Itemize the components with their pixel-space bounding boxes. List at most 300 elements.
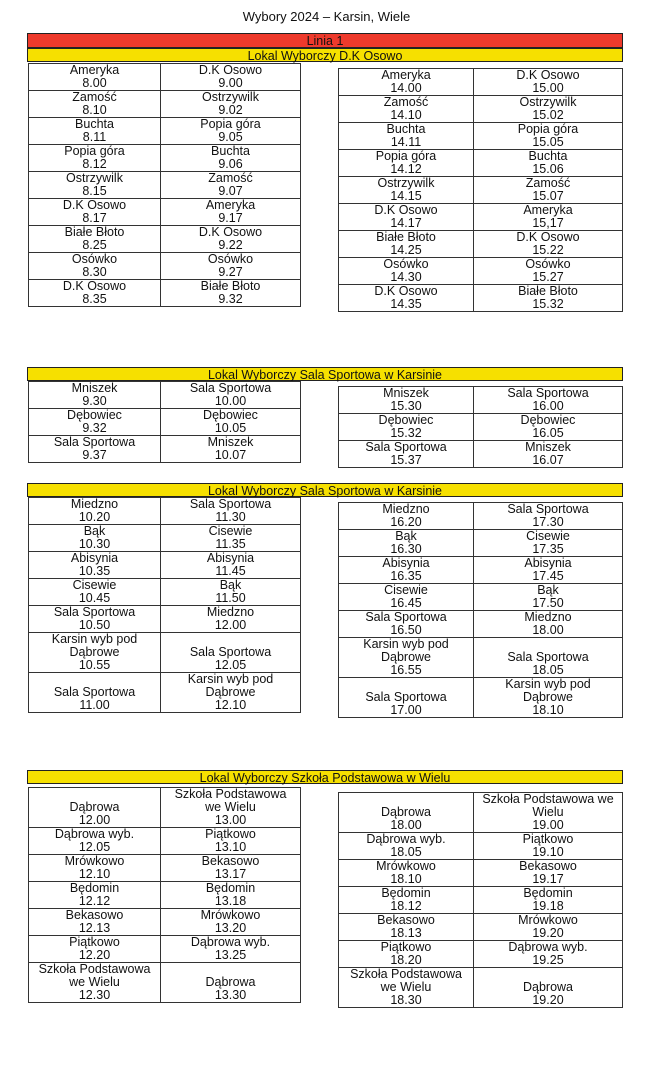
table-row	[29, 91, 301, 105]
table-row	[29, 659, 301, 673]
table-row	[339, 704, 623, 718]
return-cell: 13.18	[161, 895, 301, 909]
table-row	[29, 646, 301, 659]
return-cell: D.K Osowo	[474, 69, 623, 83]
departure-cell: 18.30	[339, 994, 474, 1008]
table-row	[339, 190, 623, 204]
return-cell: 19.20	[474, 994, 623, 1008]
departure-cell: Abisynia	[339, 557, 474, 571]
departure-cell: 14.10	[339, 109, 474, 123]
schedule-sala2-afternoon	[338, 502, 623, 718]
departure-cell: 10.30	[29, 538, 161, 552]
departure-cell: 15.32	[339, 427, 474, 441]
table-row	[29, 118, 301, 132]
return-cell: 13.10	[161, 841, 301, 855]
departure-cell: 16.50	[339, 624, 474, 638]
table-row	[339, 941, 623, 955]
return-cell: Abisynia	[161, 552, 301, 566]
table-row	[339, 109, 623, 123]
table-row	[29, 606, 301, 620]
return-cell	[474, 968, 623, 982]
departure-cell: 12.12	[29, 895, 161, 909]
return-cell: 17.50	[474, 597, 623, 611]
return-cell: 13.25	[161, 949, 301, 963]
return-cell: Dąbrowa wyb.	[161, 936, 301, 950]
departure-cell: Będomin	[29, 882, 161, 896]
departure-cell: 10.55	[29, 659, 161, 673]
table-row	[339, 611, 623, 625]
table-row	[29, 552, 301, 566]
departure-cell: 14.30	[339, 271, 474, 285]
table-row	[339, 271, 623, 285]
return-cell: Dąbrowa wyb.	[474, 941, 623, 955]
return-cell: 18.10	[474, 704, 623, 718]
return-cell: Bekasowo	[161, 855, 301, 869]
table-row	[339, 123, 623, 137]
table-row	[29, 409, 301, 423]
departure-cell: 14.11	[339, 136, 474, 150]
table-row	[339, 204, 623, 218]
departure-cell: 10.35	[29, 565, 161, 579]
return-cell: Abisynia	[474, 557, 623, 571]
return-cell: 13.30	[161, 989, 301, 1003]
return-cell: 15.32	[474, 298, 623, 312]
return-cell: 9.17	[161, 212, 301, 226]
departure-cell: 10.20	[29, 511, 161, 525]
departure-cell: Piątkowo	[339, 941, 474, 955]
return-cell: D.K Osowo	[161, 226, 301, 240]
departure-cell: 18.10	[339, 873, 474, 887]
departure-cell: Mrówkowo	[339, 860, 474, 874]
return-cell: 19.20	[474, 927, 623, 941]
return-cell: 16.07	[474, 454, 623, 468]
table-row	[29, 909, 301, 923]
return-cell: Sala Sportowa	[474, 651, 623, 664]
departure-cell: 16.20	[339, 516, 474, 530]
table-row	[339, 530, 623, 544]
table-row	[29, 199, 301, 213]
return-cell: 15,17	[474, 217, 623, 231]
table-row	[29, 239, 301, 253]
table-row	[29, 633, 301, 647]
departure-cell: Popia góra	[339, 150, 474, 164]
table-row	[29, 538, 301, 552]
departure-cell: Karsin wyb pod	[29, 633, 161, 647]
departure-cell: 16.55	[339, 664, 474, 678]
table-row	[339, 887, 623, 901]
table-row	[339, 927, 623, 941]
departure-cell: Sala Sportowa	[339, 611, 474, 625]
return-cell: Dębowiec	[474, 414, 623, 428]
table-row	[339, 833, 623, 847]
return-cell: Mrówkowo	[474, 914, 623, 928]
table-row	[29, 382, 301, 396]
departure-cell: Białe Błoto	[29, 226, 161, 240]
return-cell: 9.22	[161, 239, 301, 253]
return-cell: Buchta	[474, 150, 623, 164]
return-cell: 9.05	[161, 131, 301, 145]
departure-cell: 8.25	[29, 239, 161, 253]
return-cell: 15.22	[474, 244, 623, 258]
return-cell: Piątkowo	[474, 833, 623, 847]
departure-cell: 14.25	[339, 244, 474, 258]
return-cell: 19.18	[474, 900, 623, 914]
table-row	[339, 914, 623, 928]
departure-cell: Ameryka	[29, 64, 161, 78]
return-cell: 11.45	[161, 565, 301, 579]
departure-cell: 15.37	[339, 454, 474, 468]
departure-cell: 14.00	[339, 82, 474, 96]
table-row	[339, 678, 623, 692]
departure-cell: 8.35	[29, 293, 161, 307]
departure-cell: 16.45	[339, 597, 474, 611]
return-cell: 19.17	[474, 873, 623, 887]
table-row	[339, 806, 623, 819]
table-row	[339, 664, 623, 678]
departure-cell: Ostrzywilk	[339, 177, 474, 191]
table-row	[339, 570, 623, 584]
page-title: Wybory 2024 – Karsin, Wiele	[242, 9, 411, 24]
departure-cell: Osówko	[339, 258, 474, 272]
departure-cell: Buchta	[29, 118, 161, 132]
departure-cell: 18.12	[339, 900, 474, 914]
departure-cell: Miedzno	[339, 503, 474, 517]
departure-cell: Bąk	[339, 530, 474, 544]
table-row	[29, 422, 301, 436]
return-cell: D.K Osowo	[161, 64, 301, 78]
table-row	[29, 868, 301, 882]
return-cell: Zamość	[474, 177, 623, 191]
table-row	[339, 163, 623, 177]
return-cell: Ameryka	[474, 204, 623, 218]
departure-cell: 12.20	[29, 949, 161, 963]
departure-cell: 18.20	[339, 954, 474, 968]
departure-cell: 14.15	[339, 190, 474, 204]
departure-cell: 16.35	[339, 570, 474, 584]
table-row	[339, 900, 623, 914]
table-row	[29, 989, 301, 1003]
departure-cell: 8.00	[29, 77, 161, 91]
departure-cell: 12.13	[29, 922, 161, 936]
return-cell: Zamość	[161, 172, 301, 186]
departure-cell: Szkoła Podstawowa	[339, 968, 474, 982]
return-cell: 13.17	[161, 868, 301, 882]
table-row	[339, 968, 623, 982]
return-cell: Sala Sportowa	[161, 646, 301, 659]
departure-cell: Bekasowo	[29, 909, 161, 923]
departure-cell: 17.00	[339, 704, 474, 718]
return-cell: 15.05	[474, 136, 623, 150]
return-cell: Mniszek	[474, 441, 623, 455]
table-row	[339, 96, 623, 110]
departure-cell: Szkoła Podstawowa	[29, 963, 161, 977]
table-row	[29, 828, 301, 842]
return-cell: Będomin	[161, 882, 301, 896]
return-cell: Sala Sportowa	[474, 387, 623, 401]
return-cell: Będomin	[474, 887, 623, 901]
table-row	[339, 638, 623, 652]
return-cell: 16.05	[474, 427, 623, 441]
return-cell	[161, 633, 301, 647]
departure-cell: 11.00	[29, 699, 161, 713]
departure-cell: 12.10	[29, 868, 161, 882]
table-row	[29, 619, 301, 633]
table-row	[29, 963, 301, 977]
return-cell: 13.20	[161, 922, 301, 936]
return-cell	[474, 638, 623, 652]
return-cell: 19.00	[474, 819, 623, 833]
section-header-szkola: Lokal Wyborczy Szkoła Podstawowa w Wielu	[27, 770, 623, 784]
table-row	[339, 258, 623, 272]
departure-cell: 10.45	[29, 592, 161, 606]
departure-cell: Mniszek	[29, 382, 161, 396]
departure-cell: we Wielu	[339, 981, 474, 994]
table-row	[29, 64, 301, 78]
return-cell: Bąk	[161, 579, 301, 593]
departure-cell: Będomin	[339, 887, 474, 901]
table-row	[339, 597, 623, 611]
table-row	[29, 185, 301, 199]
departure-cell: 16.30	[339, 543, 474, 557]
schedule-sala1-morning	[28, 381, 301, 463]
table-row	[29, 212, 301, 226]
section-header-osowo: Lokal Wyborczy D.K Osowo	[27, 48, 623, 62]
departure-cell: Mrówkowo	[29, 855, 161, 869]
return-cell: Sala Sportowa	[161, 382, 301, 396]
return-cell: 15.00	[474, 82, 623, 96]
return-cell: Ostrzywilk	[474, 96, 623, 110]
table-row	[29, 131, 301, 145]
departure-cell: D.K Osowo	[29, 280, 161, 294]
return-cell: Karsin wyb pod	[161, 673, 301, 687]
return-cell: Bekasowo	[474, 860, 623, 874]
return-cell: 13.00	[161, 814, 301, 828]
return-cell: 19.10	[474, 846, 623, 860]
table-row	[339, 503, 623, 517]
schedule-szkola-morning	[28, 787, 301, 1003]
departure-cell: 18.13	[339, 927, 474, 941]
departure-cell: Abisynia	[29, 552, 161, 566]
return-cell: 12.10	[161, 699, 301, 713]
return-cell: Dąbrowa	[474, 981, 623, 994]
departure-cell: 8.15	[29, 185, 161, 199]
return-cell: 9.00	[161, 77, 301, 91]
table-row	[339, 400, 623, 414]
departure-cell: D.K Osowo	[29, 199, 161, 213]
table-row	[29, 814, 301, 828]
departure-cell: Piątkowo	[29, 936, 161, 950]
return-cell: 11.35	[161, 538, 301, 552]
table-row	[29, 788, 301, 802]
table-row	[339, 981, 623, 994]
table-row	[339, 994, 623, 1008]
return-cell: we Wielu	[161, 801, 301, 814]
departure-cell: Dąbrowe	[339, 651, 474, 664]
table-row	[29, 841, 301, 855]
table-row	[29, 266, 301, 280]
return-cell: Szkoła Podstawowa	[161, 788, 301, 802]
table-row	[339, 557, 623, 571]
return-cell: Popia góra	[161, 118, 301, 132]
return-cell: Cisewie	[161, 525, 301, 539]
departure-cell: 12.30	[29, 989, 161, 1003]
return-cell: 17.35	[474, 543, 623, 557]
return-cell: Karsin wyb pod	[474, 678, 623, 692]
departure-cell: Sala Sportowa	[29, 436, 161, 450]
departure-cell: 10.50	[29, 619, 161, 633]
return-cell: 11.30	[161, 511, 301, 525]
departure-cell: Dąbrowa wyb.	[29, 828, 161, 842]
return-cell: 18.00	[474, 624, 623, 638]
return-cell: Piątkowo	[161, 828, 301, 842]
departure-cell: Bąk	[29, 525, 161, 539]
table-row	[29, 949, 301, 963]
table-row	[29, 592, 301, 606]
table-row	[339, 244, 623, 258]
departure-cell: Karsin wyb pod	[339, 638, 474, 652]
departure-cell: 14.17	[339, 217, 474, 231]
departure-cell: 8.12	[29, 158, 161, 172]
table-row	[339, 427, 623, 441]
departure-cell: Cisewie	[339, 584, 474, 598]
table-row	[29, 699, 301, 713]
return-cell: Dębowiec	[161, 409, 301, 423]
table-row	[339, 454, 623, 468]
departure-cell: Bekasowo	[339, 914, 474, 928]
return-cell: Szkoła Podstawowa we	[474, 793, 623, 807]
departure-cell: Ostrzywilk	[29, 172, 161, 186]
departure-cell: Dąbrowa	[29, 801, 161, 814]
return-cell: Cisewie	[474, 530, 623, 544]
departure-cell: Popia góra	[29, 145, 161, 159]
table-row	[29, 882, 301, 896]
table-row	[29, 172, 301, 186]
schedule-sala2-morning	[28, 497, 301, 713]
return-cell: Dąbrowa	[161, 976, 301, 989]
table-row	[29, 565, 301, 579]
table-row	[29, 293, 301, 307]
departure-cell: 12.00	[29, 814, 161, 828]
return-cell: Białe Błoto	[161, 280, 301, 294]
table-row	[29, 895, 301, 909]
table-row	[29, 498, 301, 512]
return-cell: 10.07	[161, 449, 301, 463]
departure-cell: Dąbrowa	[339, 806, 474, 819]
return-cell: 17.45	[474, 570, 623, 584]
return-cell: 10.05	[161, 422, 301, 436]
return-cell: Bąk	[474, 584, 623, 598]
table-row	[29, 145, 301, 159]
return-cell: 9.06	[161, 158, 301, 172]
schedule-osowo-morning	[28, 63, 301, 307]
table-row	[29, 395, 301, 409]
return-cell: 17.30	[474, 516, 623, 530]
departure-cell: Dąbrowe	[29, 646, 161, 659]
return-cell: Mrówkowo	[161, 909, 301, 923]
return-cell: D.K Osowo	[474, 231, 623, 245]
table-row	[29, 686, 301, 699]
departure-cell: 8.11	[29, 131, 161, 145]
return-cell: 15.06	[474, 163, 623, 177]
return-cell: 9.27	[161, 266, 301, 280]
table-row	[339, 691, 623, 704]
section-header-sala-1: Lokal Wyborczy Sala Sportowa w Karsinie	[27, 367, 623, 381]
departure-cell: 9.32	[29, 422, 161, 436]
table-row	[29, 280, 301, 294]
departure-cell: Miedzno	[29, 498, 161, 512]
return-cell: Popia góra	[474, 123, 623, 137]
table-row	[339, 846, 623, 860]
return-cell: Ameryka	[161, 199, 301, 213]
departure-cell: Sala Sportowa	[29, 606, 161, 620]
table-row	[339, 651, 623, 664]
table-row	[29, 976, 301, 989]
return-cell: Wielu	[474, 806, 623, 819]
return-cell: Sala Sportowa	[474, 503, 623, 517]
table-row	[339, 873, 623, 887]
section-header-sala-2: Lokal Wyborczy Sala Sportowa w Karsinie	[27, 483, 623, 497]
departure-cell: 9.30	[29, 395, 161, 409]
return-cell: 15.02	[474, 109, 623, 123]
departure-cell: Zamość	[339, 96, 474, 110]
departure-cell	[339, 793, 474, 807]
return-cell: 9.07	[161, 185, 301, 199]
table-row	[339, 285, 623, 299]
table-row	[29, 158, 301, 172]
departure-cell: Osówko	[29, 253, 161, 267]
return-cell: 11.50	[161, 592, 301, 606]
departure-cell: 9.37	[29, 449, 161, 463]
return-cell: 9.32	[161, 293, 301, 307]
return-cell: Buchta	[161, 145, 301, 159]
table-row	[29, 77, 301, 91]
table-row	[339, 624, 623, 638]
return-cell: Ostrzywilk	[161, 91, 301, 105]
return-cell: Dąbrowe	[474, 691, 623, 704]
schedule-szkola-afternoon	[338, 792, 623, 1008]
departure-cell: Ameryka	[339, 69, 474, 83]
return-cell: Osówko	[474, 258, 623, 272]
table-row	[339, 584, 623, 598]
table-row	[339, 387, 623, 401]
table-row	[339, 819, 623, 833]
departure-cell: 14.12	[339, 163, 474, 177]
table-row	[29, 104, 301, 118]
table-row	[29, 922, 301, 936]
departure-cell: Dębowiec	[29, 409, 161, 423]
table-row	[29, 449, 301, 463]
departure-cell: we Wielu	[29, 976, 161, 989]
table-row	[339, 414, 623, 428]
return-cell: Miedzno	[161, 606, 301, 620]
table-row	[29, 525, 301, 539]
departure-cell: Zamość	[29, 91, 161, 105]
departure-cell: 12.05	[29, 841, 161, 855]
return-cell: 12.05	[161, 659, 301, 673]
departure-cell: Sala Sportowa	[339, 441, 474, 455]
return-cell: 15.27	[474, 271, 623, 285]
departure-cell: Białe Błoto	[339, 231, 474, 245]
table-row	[339, 136, 623, 150]
table-row	[29, 673, 301, 687]
table-row	[29, 253, 301, 267]
departure-cell: Sala Sportowa	[29, 686, 161, 699]
table-row	[339, 441, 623, 455]
table-row	[29, 801, 301, 814]
table-row	[29, 936, 301, 950]
return-cell: 12.00	[161, 619, 301, 633]
table-row	[339, 860, 623, 874]
